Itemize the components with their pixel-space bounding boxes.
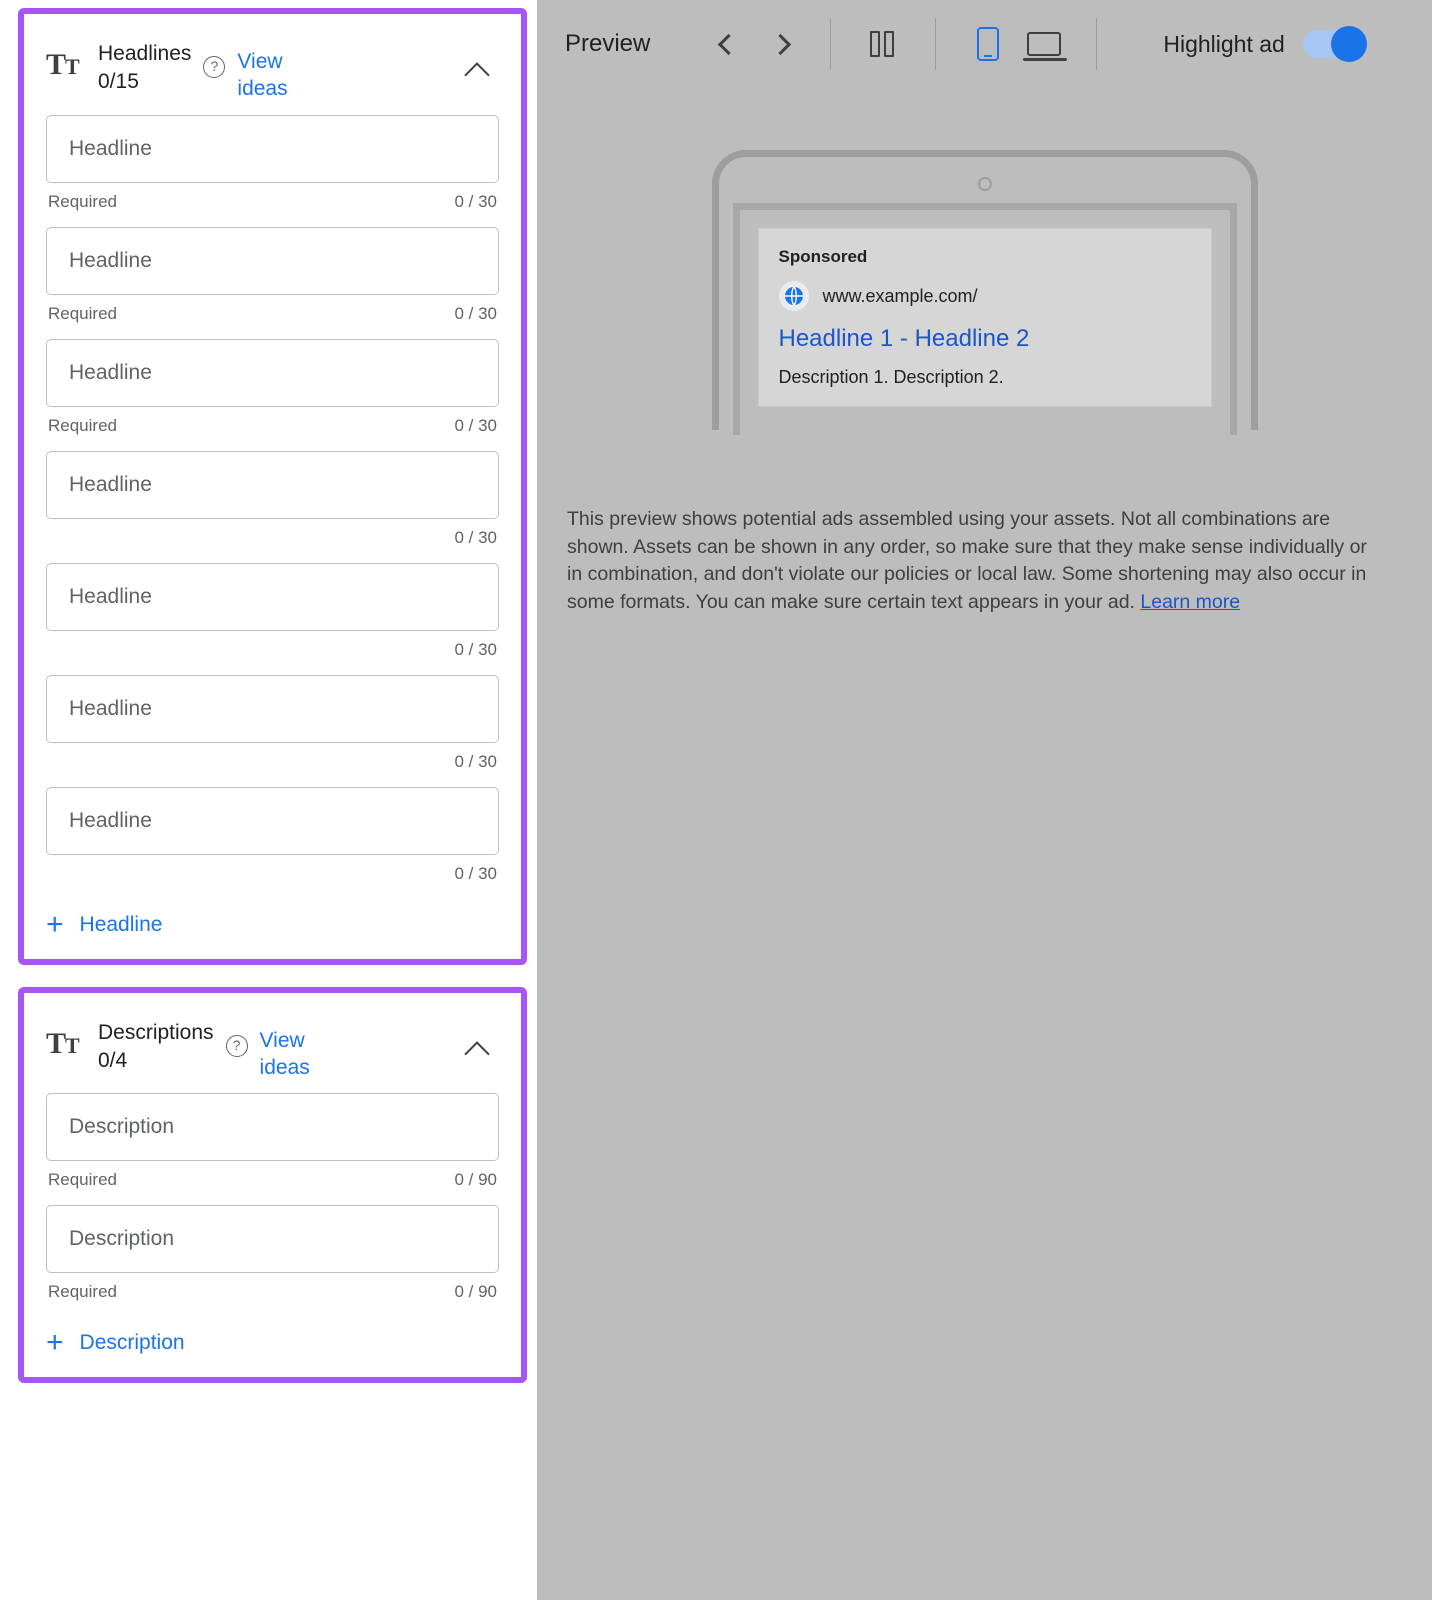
add-description-label: Description	[79, 1331, 185, 1355]
preview-panel	[537, 0, 1432, 1600]
headlines-card	[18, 8, 527, 965]
headline-required-2: Required	[48, 303, 117, 323]
descriptions-title	[98, 1019, 214, 1076]
help-icon[interactable]: ?	[226, 1035, 248, 1057]
headline-input-4[interactable]: Headline	[46, 451, 499, 519]
headlines-title-label: Headlines	[98, 42, 192, 65]
view-ideas-link-headlines[interactable]: View ideas	[237, 50, 288, 101]
sponsored-label: Sponsored	[778, 247, 868, 266]
mobile-preview-button[interactable]	[960, 16, 1016, 72]
preview-toolbar	[537, 0, 1432, 88]
ad-description: Description 1. Description 2.	[778, 367, 1004, 387]
add-description-button[interactable]	[46, 1317, 499, 1360]
ad-display-url: www.example.com/	[822, 285, 978, 306]
description-input-1[interactable]: Description	[46, 1093, 499, 1161]
split-view-icon	[870, 31, 896, 57]
text-format-icon: TT	[46, 1026, 79, 1060]
chevron-up-icon	[466, 1038, 488, 1060]
headline-input-3[interactable]: Headline	[46, 339, 499, 407]
description-counter-1: 0 / 90	[454, 1170, 497, 1190]
desktop-preview-button[interactable]	[1016, 16, 1072, 72]
highlight-ad-toggle[interactable]	[1303, 30, 1365, 58]
plus-icon: +	[46, 1326, 64, 1360]
add-headline-button[interactable]	[46, 899, 499, 941]
plus-icon: +	[46, 907, 64, 941]
toolbar-divider	[1096, 18, 1097, 70]
split-view-button[interactable]	[855, 16, 911, 72]
headline-counter-4: 0 / 30	[454, 527, 497, 547]
headline-field-row	[46, 451, 499, 559]
headline-input-5[interactable]: Headline	[46, 563, 499, 631]
headline-counter-3: 0 / 30	[454, 415, 497, 435]
description-field-row	[46, 1093, 499, 1201]
headline-field-row	[46, 563, 499, 671]
text-format-icon: TT	[46, 48, 79, 81]
preview-disclaimer	[567, 506, 1367, 617]
headline-input-7[interactable]: Headline	[46, 787, 499, 855]
headline-counter-6: 0 / 30	[454, 751, 497, 771]
desktop-device-icon	[1027, 32, 1061, 56]
add-headline-label: Headline	[79, 912, 163, 936]
mobile-preview-mock	[712, 150, 1258, 430]
headline-input-6[interactable]: Headline	[46, 675, 499, 743]
ad-preview-card	[758, 228, 1212, 407]
ad-headline[interactable]: Headline 1 - Headline 2	[778, 325, 1030, 352]
preview-prev-button[interactable]	[702, 18, 754, 70]
headline-field-row	[46, 339, 499, 447]
description-field-row	[46, 1205, 499, 1313]
globe-icon	[779, 281, 809, 311]
collapse-descriptions-button[interactable]	[455, 1027, 499, 1071]
headline-counter-2: 0 / 30	[454, 303, 497, 323]
headline-counter-1: 0 / 30	[454, 191, 497, 211]
toolbar-divider	[830, 18, 831, 70]
preview-title: Preview	[565, 30, 651, 57]
highlight-ad-control[interactable]	[1163, 30, 1364, 58]
descriptions-card	[18, 987, 527, 1384]
description-required-1: Required	[48, 1170, 117, 1190]
mobile-device-icon	[977, 27, 999, 61]
learn-more-link[interactable]: Learn more	[1140, 591, 1241, 614]
headline-input-2[interactable]: Headline	[46, 227, 499, 295]
preview-next-button[interactable]	[754, 18, 806, 70]
assets-column	[0, 0, 537, 1600]
phone-screen	[733, 203, 1237, 435]
description-counter-2: 0 / 90	[454, 1282, 497, 1302]
headline-field-row	[46, 787, 499, 895]
headlines-title	[98, 40, 191, 97]
phone-frame	[712, 150, 1258, 430]
headline-required-3: Required	[48, 415, 117, 435]
headline-field-row	[46, 675, 499, 783]
phone-camera-icon	[978, 177, 992, 191]
toolbar-divider	[935, 18, 936, 70]
descriptions-count: 0/4	[98, 1048, 128, 1072]
headlines-card-header	[46, 14, 499, 115]
toggle-knob	[1331, 26, 1367, 62]
headline-field-row	[46, 227, 499, 335]
chevron-up-icon	[466, 59, 488, 81]
collapse-headlines-button[interactable]	[455, 48, 499, 92]
description-input-2[interactable]: Description	[46, 1205, 499, 1273]
headline-field-row	[46, 115, 499, 223]
description-required-2: Required	[48, 1282, 117, 1302]
chevron-right-icon	[770, 33, 791, 54]
descriptions-title-label: Descriptions	[98, 1020, 214, 1044]
ad-url-row	[779, 281, 1191, 311]
headlines-count: 0/15	[98, 70, 139, 94]
descriptions-card-header	[46, 993, 499, 1094]
headline-required-1: Required	[48, 191, 117, 211]
headline-counter-5: 0 / 30	[454, 639, 497, 659]
headline-counter-7: 0 / 30	[454, 863, 497, 883]
preview-disclaimer-text: This preview shows potential ads assembled using your assets. Not all combinations are shown. Assets can be shown in any order, so make sure that they make sense individually or in combination, and don't violate our policies or local law. Some shortening may also occur in some formats. You can make sure certain text appears in your ad.	[567, 508, 1367, 614]
headline-input-1[interactable]: Headline	[46, 115, 499, 183]
chevron-left-icon	[718, 33, 739, 54]
view-ideas-link-descriptions[interactable]: View ideas	[259, 1028, 310, 1079]
highlight-ad-label: Highlight ad	[1163, 30, 1285, 57]
help-icon[interactable]: ?	[203, 56, 225, 78]
